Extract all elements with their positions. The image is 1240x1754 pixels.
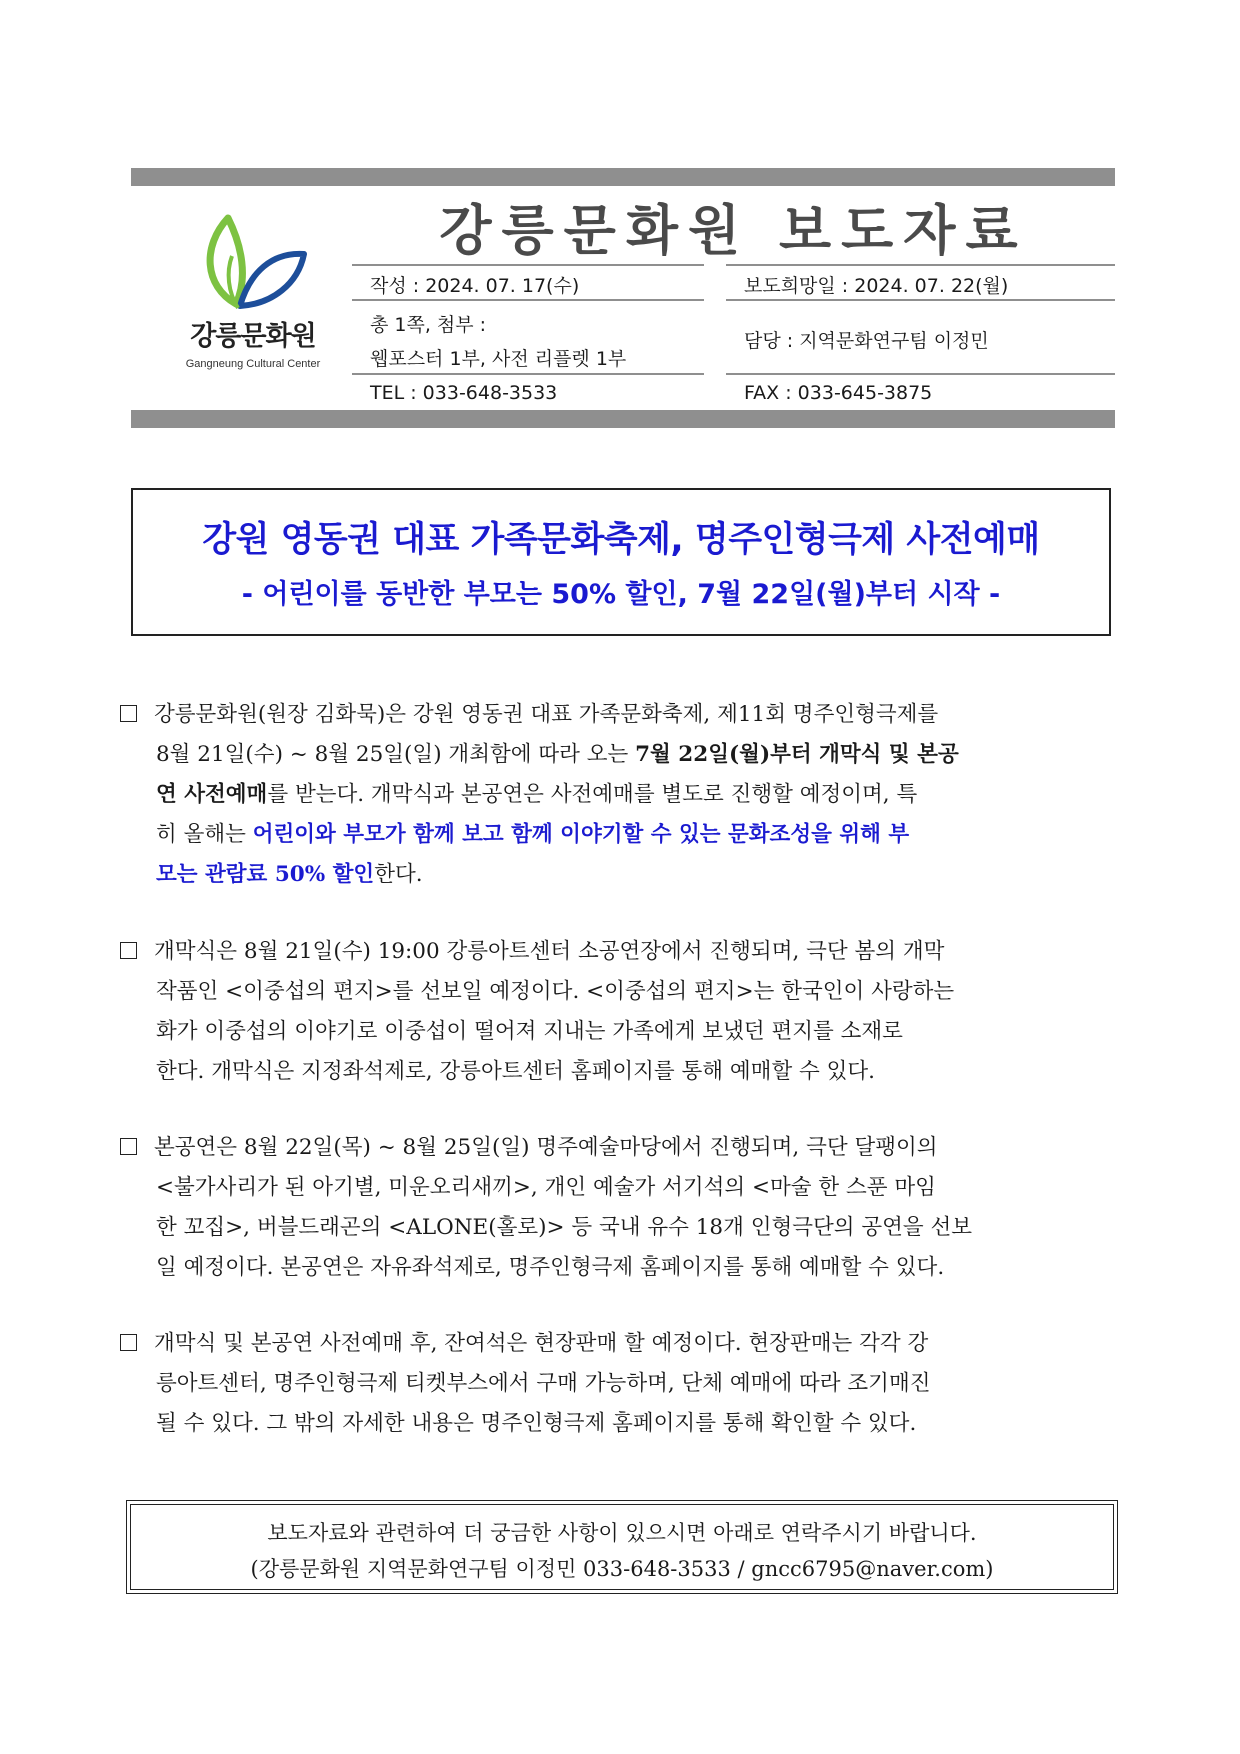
paragraph-text: 개막식 및 본공연 사전예매 후, 잔여석은 현장판매 할 예정이다. 현장판매는 각각 강 [154, 1331, 929, 1356]
paragraph-4 [120, 1324, 1120, 1444]
paragraph-text: 8월 21일(수) ~ 8월 25일(일) 개최함에 따라 오는 [156, 742, 636, 767]
headline-box [131, 488, 1111, 636]
paragraph-text: 히 올해는 [156, 822, 253, 847]
paragraph-text: 한 꼬집>, 버블드래곤의 <ALONE(홀로)> 등 국내 유수 18개 인형극단의 공연을 선보 [156, 1215, 973, 1240]
attachments: 웹포스터 1부, 사전 리플렛 1부 [370, 348, 627, 370]
paragraph-1 [120, 695, 1120, 895]
contact-note-line-2: (강릉문화원 지역문화연구팀 이정민 033-648-3533 / gncc6795@naver.com) [250, 1557, 994, 1581]
meta-divider [726, 264, 1115, 266]
org-name-korean: 강릉문화원 [190, 321, 316, 352]
meta-divider [726, 373, 1115, 375]
header-top-bar [131, 168, 1115, 186]
org-logo [168, 212, 338, 377]
checkbox-bullet-icon [120, 705, 137, 722]
meta-divider [352, 264, 704, 266]
paragraph-text: 릉아트센터, 명주인형극제 티켓부스에서 구매 가능하며, 단체 예매에 따라 조기매진 [156, 1371, 931, 1396]
contact-note-line-1: 보도자료와 관련하여 더 궁금한 사항이 있으시면 아래로 연락주시기 바랍니다. [267, 1521, 977, 1545]
paragraph-text: 화가 이중섭의 이야기로 이중섭이 떨어져 지내는 가족에게 보냈던 편지를 소재로 [156, 1019, 903, 1044]
contact-person: 담당 : 지역문화연구팀 이정민 [744, 330, 989, 352]
paragraph-2 [120, 932, 1120, 1092]
paragraph-text: 를 받는다. 개막식과 본공연은 사전예매를 별도로 진행할 예정이며, 특 [267, 782, 918, 807]
bold-text: 연 사전예매 [156, 782, 268, 807]
header-bottom-bar [131, 410, 1115, 428]
meta-divider [352, 299, 704, 301]
paragraph-text: 한다. 개막식은 지정좌석제로, 강릉아트센터 홈페이지를 통해 예매할 수 있다. [156, 1059, 876, 1084]
headline-title: 강원 영동권 대표 가족문화축제, 명주인형극제 사전예매 [202, 520, 1040, 560]
checkbox-bullet-icon [120, 1334, 137, 1351]
paragraph-text: 작품인 <이중섭의 편지>를 선보일 예정이다. <이중섭의 편지>는 한국인이 사랑하는 [156, 979, 955, 1004]
headline-subtitle: - 어린이를 동반한 부모는 50% 할인, 7월 22일(월)부터 시작 - [241, 579, 1001, 610]
paragraph-text: 강릉문화원(원장 김화묵)은 강원 영동권 대표 가족문화축제, 제11회 명주인형극제를 [154, 702, 939, 727]
release-date: 보도희망일 : 2024. 07. 22(월) [744, 275, 1009, 297]
contact-note-box [126, 1500, 1118, 1594]
org-name-english: Gangneung Cultural Center [185, 358, 321, 370]
bold-text: 7월 22일(월)부터 개막식 및 본공 [635, 742, 959, 767]
paragraph-text: <불가사리가 된 아기별, 미운오리새끼>, 개인 예술가 서기석의 <마술 한 스푼 마임 [156, 1175, 936, 1200]
meta-divider [352, 373, 704, 375]
tel-number: TEL : 033-648-3533 [370, 382, 558, 404]
paragraph-3 [120, 1128, 1120, 1288]
checkbox-bullet-icon [120, 1138, 137, 1155]
paragraph-text: 일 예정이다. 본공연은 자유좌석제로, 명주인형극제 홈페이지를 통해 예매할 수 있다. [156, 1255, 945, 1280]
leaf-logo-icon [198, 212, 308, 317]
written-date: 작성 : 2024. 07. 17(수) [370, 275, 580, 297]
highlight-text: 어린이와 부모가 함께 보고 함께 이야기할 수 있는 문화조성을 위해 부 [252, 822, 910, 847]
document-title: 강릉문화원 보도자료 [439, 199, 1028, 262]
page-count: 총 1쪽, 첨부 : [370, 314, 487, 336]
fax-number: FAX : 033-645-3875 [744, 382, 933, 404]
paragraph-text: 한다. [374, 862, 423, 887]
paragraph-text: 될 수 있다. 그 밖의 자세한 내용은 명주인형극제 홈페이지를 통해 확인할 수 있다. [156, 1411, 917, 1436]
checkbox-bullet-icon [120, 942, 137, 959]
paragraph-text: 본공연은 8월 22일(목) ~ 8월 25일(일) 명주예술마당에서 진행되며, 극단 달팽이의 [154, 1135, 938, 1160]
highlight-text: 모는 관람료 50% 할인 [156, 862, 375, 887]
meta-divider [726, 299, 1115, 301]
paragraph-text: 개막식은 8월 21일(수) 19:00 강릉아트센터 소공연장에서 진행되며, 극단 봄의 개막 [154, 939, 945, 964]
